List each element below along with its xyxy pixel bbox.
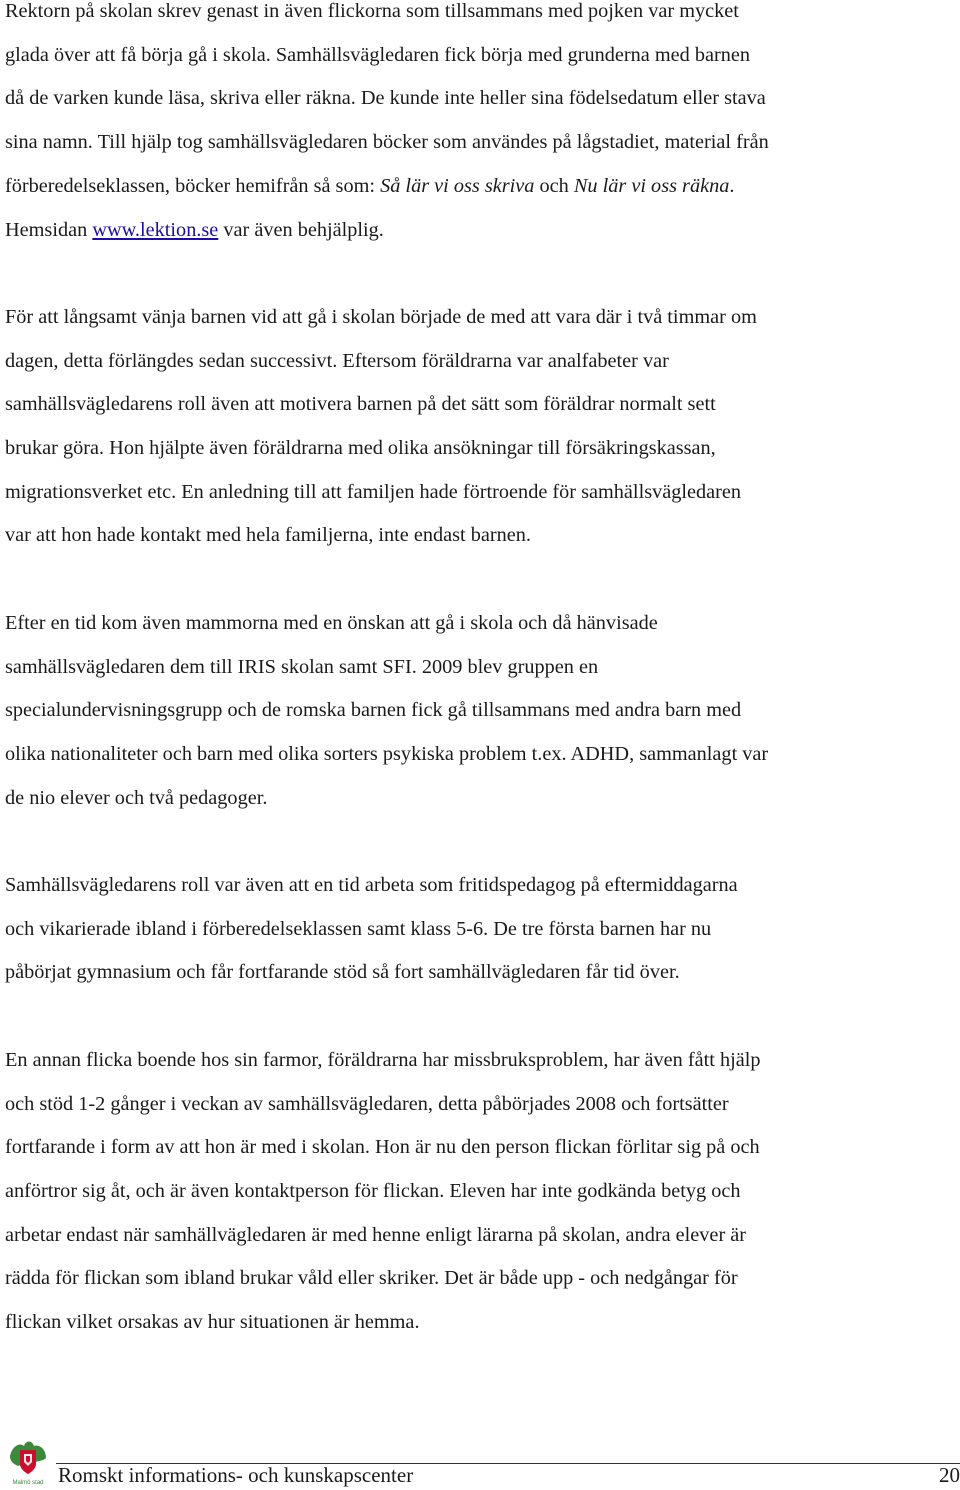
- paragraph: [5, 0, 960, 252]
- text-segment: påbörjat gymnasium och får fortfarande stöd så fort samhällvägledaren får tid över.: [5, 961, 680, 984]
- text-segment: och stöd 1-2 gånger i veckan av samhällsvägledaren, detta påbörjades 2008 och fortsätter: [5, 1092, 729, 1115]
- paragraph: [5, 1039, 960, 1345]
- text-line: [5, 383, 960, 427]
- text-segment: samhällsvägledarens roll även att motivera barnen på det sätt som föräldrar normalt sett: [5, 393, 716, 416]
- text-segment: Rektorn på skolan skrev genast in även flickorna som tillsammans med pojken var mycket: [5, 0, 739, 22]
- text-line: [5, 77, 960, 121]
- text-line: [5, 646, 960, 690]
- text-line: [5, 602, 960, 646]
- text-line: [5, 908, 960, 952]
- text-line: [5, 34, 960, 78]
- page-footer: [6, 1436, 960, 1490]
- text-line: [5, 777, 960, 821]
- text-line: [5, 296, 960, 340]
- text-line: [5, 689, 960, 733]
- text-segment: olika nationaliteter och barn med olika sorters psykiska problem t.ex. ADHD, sammanlagt var: [5, 742, 769, 765]
- text-segment: då de varken kunde läsa, skriva eller räkna. De kunde inte heller sina födelsedatum eller stava: [5, 87, 766, 110]
- website-link[interactable]: www.lektion.se: [92, 218, 219, 241]
- paragraph: [5, 602, 960, 821]
- paragraph: [5, 296, 960, 558]
- text-segment: specialundervisningsgrupp och de romska barnen fick gå tillsammans med andra barn med: [5, 699, 742, 722]
- logo-text: Malmö stad: [12, 1480, 44, 1486]
- text-segment: de nio elever och två pedagoger.: [5, 786, 268, 809]
- footer-title: Romskt informations- och kunskapscenter: [58, 1463, 414, 1487]
- text-segment: dagen, detta förlängdes sedan successivt. Eftersom föräldrarna var analfabeter var: [5, 349, 669, 372]
- text-line: [5, 165, 960, 209]
- book-title: Nu lär vi oss räkna: [573, 174, 730, 197]
- text-line: [5, 733, 960, 777]
- text-line: [5, 864, 960, 908]
- text-line: [5, 1170, 960, 1214]
- text-line: [5, 1039, 960, 1083]
- text-segment: .: [729, 174, 735, 197]
- text-line: [5, 427, 960, 471]
- text-segment: fortfarande i form av att hon är med i skolan. Hon är nu den person flickan förlitar sig på och: [5, 1136, 760, 1159]
- text-line: [5, 340, 960, 384]
- text-line: [5, 121, 960, 165]
- text-line: [5, 1083, 960, 1127]
- text-segment: var att hon hade kontakt med hela familjerna, inte endast barnen.: [5, 524, 531, 547]
- text-segment: var även behjälplig.: [218, 218, 384, 241]
- text-line: [5, 0, 960, 34]
- text-segment: Samhällsvägledarens roll var även att en tid arbeta som fritidspedagog på eftermiddagarna: [5, 874, 738, 897]
- text-segment: rädda för flickan som ibland brukar våld eller skriker. Det är både upp - och nedgångar för: [5, 1267, 738, 1290]
- text-line: [5, 1214, 960, 1258]
- text-line: [5, 1257, 960, 1301]
- text-segment: För att långsamt vänja barnen vid att gå i skolan började de med att vara där i två timmar om: [5, 305, 757, 328]
- page-number: 20: [939, 1463, 960, 1487]
- text-segment: förberedelseklassen, böcker hemifrån så som:: [5, 174, 381, 197]
- text-segment: och vikarierade ibland i förberedelseklassen samt klass 5-6. De tre första barnen har nu: [5, 917, 712, 940]
- text-segment: brukar göra. Hon hjälpte även föräldrarna med olika ansökningar till försäkringskassan,: [5, 437, 716, 460]
- text-segment: sina namn. Till hjälp tog samhällsvägledaren böcker som användes på lågstadiet, material från: [5, 131, 769, 154]
- malmo-stad-logo-icon: [6, 1436, 50, 1488]
- text-segment: En annan flicka boende hos sin farmor, föräldrarna har missbruksproblem, har även fått hjälp: [5, 1048, 761, 1071]
- body-text: [5, 0, 960, 1388]
- text-line: [5, 1126, 960, 1170]
- text-segment: samhällsvägledaren dem till IRIS skolan samt SFI. 2009 blev gruppen en: [5, 655, 599, 678]
- text-segment: flickan vilket orsakas av hur situationen är hemma.: [5, 1311, 420, 1334]
- text-segment: Efter en tid kom även mammorna med en önskan att gå i skola och då hänvisade: [5, 611, 658, 634]
- text-segment: anförtror sig åt, och är även kontaktperson för flickan. Eleven har inte godkända betyg och: [5, 1179, 741, 1202]
- text-segment: och: [534, 174, 574, 197]
- text-line: [5, 1301, 960, 1345]
- text-line: [5, 209, 960, 253]
- paragraph: [5, 864, 960, 995]
- text-segment: arbetar endast när samhällvägledaren är med henne enligt lärarna på skolan, andra elever är: [5, 1223, 747, 1246]
- text-segment: glada över att få börja gå i skola. Samhällsvägledaren fick börja med grunderna med barnen: [5, 43, 751, 66]
- book-title: Så lär vi oss skriva: [380, 174, 535, 197]
- text-segment: Hemsidan: [5, 218, 93, 241]
- text-line: [5, 514, 960, 558]
- text-line: [5, 471, 960, 515]
- text-line: [5, 951, 960, 995]
- text-segment: migrationsverket etc. En anledning till att familjen hade förtroende för samhällsvägledaren: [5, 480, 742, 503]
